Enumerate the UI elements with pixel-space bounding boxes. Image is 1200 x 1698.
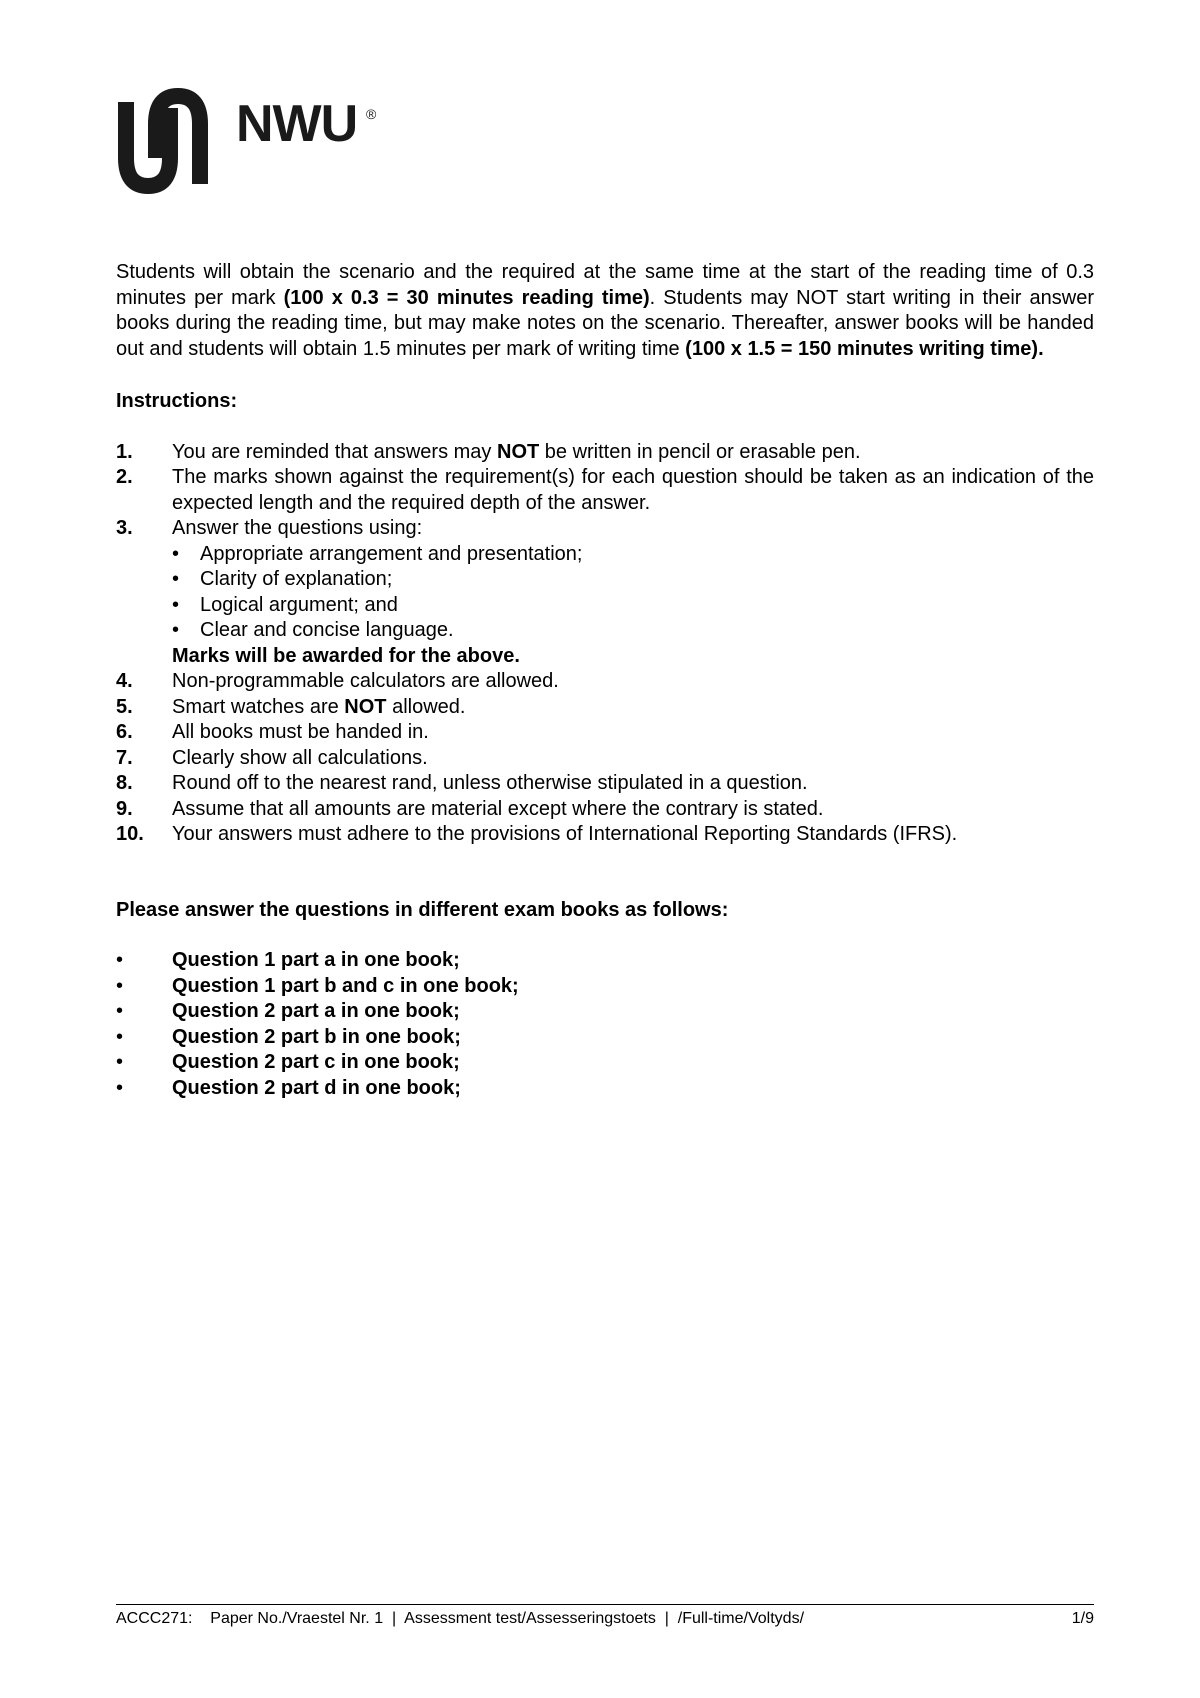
instruction-item-7 xyxy=(116,746,1094,772)
footer-info xyxy=(116,1609,804,1629)
criteria-item xyxy=(172,593,1094,619)
intro-paragraph xyxy=(116,260,1094,362)
footer-separator: | xyxy=(664,1610,669,1627)
instructions-list xyxy=(116,440,1094,848)
intro-text-1: Students will obtain the scenario and the required at the same time at the start of the reading time of 0.3 minutes per mark xyxy=(116,261,1094,309)
marks-note: Marks will be awarded for the above. xyxy=(172,644,520,667)
bullet-icon: • xyxy=(172,619,180,641)
instruction-text: be written in pencil or erasable pen. xyxy=(539,440,861,463)
intro-text-2: . Students may NOT start writing in their answer books during the reading time, but may make notes on the scenario. Thereafter, answer books will be handed out and students will obtain 1.5 minutes per mark of writing time xyxy=(116,286,1094,360)
registered-mark: ® xyxy=(366,106,377,122)
answer-criteria-list xyxy=(172,542,1094,644)
bullet-icon: • xyxy=(116,974,124,997)
footer-page-number: 1/9 xyxy=(1071,1610,1094,1627)
instruction-text: Non-programmable calculators are allowed. xyxy=(172,670,559,692)
bullet-icon: • xyxy=(172,593,180,616)
exam-book-text: Question 2 part b in one book; xyxy=(172,1025,461,1048)
criteria-text: Clarity of explanation; xyxy=(200,568,393,590)
instruction-number: 2. xyxy=(116,466,133,488)
instruction-text: Clearly show all calculations. xyxy=(172,746,428,769)
instruction-text: All books must be handed in. xyxy=(172,721,429,743)
exam-books-list xyxy=(116,948,1094,1101)
instruction-item-10 xyxy=(116,822,1094,848)
exam-book-text: Question 2 part c in one book; xyxy=(172,1051,460,1073)
exam-book-text: Question 1 part b and c in one book; xyxy=(172,974,519,997)
exam-books-heading: Please answer the questions in different exam books as follows: xyxy=(116,898,729,921)
bullet-icon: • xyxy=(116,949,124,971)
footer-paper-number: Paper No./Vraestel Nr. 1 xyxy=(210,1610,384,1627)
instruction-text: Your answers must adhere to the provisions of International Reporting Standards (IFRS). xyxy=(172,823,958,845)
instruction-text: Round off to the nearest rand, unless otherwise stipulated in a question. xyxy=(172,772,808,794)
instruction-number: 3. xyxy=(116,517,133,539)
instruction-text: The marks shown against the requirement(s) for each question should be taken as an indication of the expected length and the required depth of the answer. xyxy=(172,466,1094,514)
bullet-icon: • xyxy=(172,568,180,590)
instruction-number: 10. xyxy=(116,823,144,845)
footer-separator: | xyxy=(391,1610,397,1627)
bullet-icon: • xyxy=(116,1051,124,1073)
page-footer xyxy=(116,1604,1094,1629)
nwu-logo xyxy=(116,88,396,198)
footer-course-code: ACCC271: xyxy=(116,1610,193,1627)
instruction-item-2 xyxy=(116,465,1094,516)
instruction-number: 7. xyxy=(116,746,133,769)
instruction-text: Assume that all amounts are material except where the contrary is stated. xyxy=(172,797,824,820)
exam-book-item xyxy=(116,1025,1094,1051)
instruction-text: Smart watches are xyxy=(172,695,345,718)
instruction-item-9 xyxy=(116,797,1094,823)
bullet-icon: • xyxy=(172,542,180,565)
instruction-text: Answer the questions using: xyxy=(172,517,423,539)
intro-writing-time: (100 x 1.5 = 150 minutes writing time). xyxy=(685,337,1044,360)
exam-book-item xyxy=(116,1050,1094,1076)
criteria-item xyxy=(172,542,1094,568)
instruction-emphasis: NOT xyxy=(497,440,540,463)
footer-assessment-type: Assessment test/Assesseringstoets xyxy=(404,1610,656,1627)
bullet-icon: • xyxy=(116,1000,124,1022)
criteria-item xyxy=(172,567,1094,593)
instruction-number: 4. xyxy=(116,670,133,692)
instruction-emphasis: NOT xyxy=(344,695,387,718)
bullet-icon: • xyxy=(116,1025,124,1048)
criteria-text: Appropriate arrangement and presentation; xyxy=(200,542,583,565)
instructions-heading: Instructions: xyxy=(116,390,238,412)
instruction-number: 6. xyxy=(116,721,133,743)
instruction-number: 1. xyxy=(116,440,133,463)
instruction-item-1 xyxy=(116,440,1094,466)
instruction-item-8 xyxy=(116,771,1094,797)
criteria-item xyxy=(172,618,1094,644)
intro-reading-time: (100 x 0.3 = 30 minutes reading time) xyxy=(283,286,650,309)
instruction-number: 9. xyxy=(116,797,133,820)
instruction-item-5 xyxy=(116,695,1094,721)
bullet-icon: • xyxy=(116,1076,124,1099)
logo-wordmark: NWU xyxy=(236,95,358,153)
instruction-text: allowed. xyxy=(386,695,466,718)
exam-book-item xyxy=(116,999,1094,1025)
instruction-number: 8. xyxy=(116,772,133,794)
exam-book-item xyxy=(116,974,1094,1000)
instruction-item-3 xyxy=(116,516,1094,669)
instruction-item-6 xyxy=(116,720,1094,746)
instruction-number: 5. xyxy=(116,695,133,718)
footer-study-mode: /Full-time/Voltyds/ xyxy=(677,1610,805,1627)
nwu-emblem-icon xyxy=(116,88,226,198)
exam-book-item xyxy=(116,1076,1094,1102)
document-body xyxy=(116,260,1094,1101)
instruction-text: You are reminded that answers may xyxy=(172,440,497,463)
exam-book-item xyxy=(116,948,1094,974)
instruction-item-4 xyxy=(116,669,1094,695)
exam-book-text: Question 2 part a in one book; xyxy=(172,1000,460,1022)
criteria-text: Clear and concise language. xyxy=(200,619,454,641)
exam-book-text: Question 2 part d in one book; xyxy=(172,1076,461,1099)
criteria-text: Logical argument; and xyxy=(200,593,398,616)
exam-book-text: Question 1 part a in one book; xyxy=(172,949,460,971)
